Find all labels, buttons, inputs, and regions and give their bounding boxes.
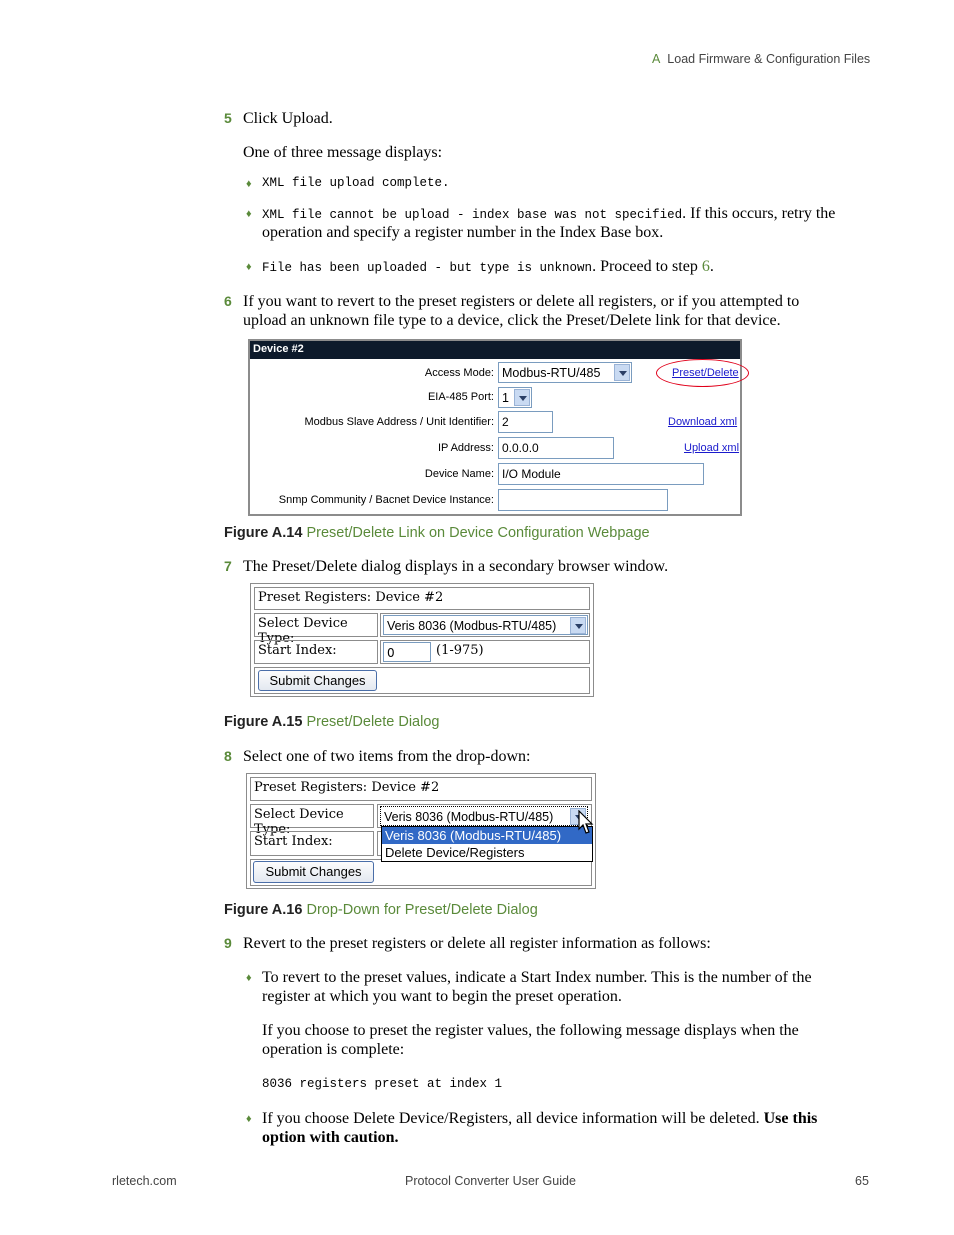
port-select[interactable]: 1 bbox=[498, 387, 532, 408]
message-index-base: XML file cannot be upload - index base was not specified. If this occurs, retry the bbox=[262, 205, 836, 222]
step-9-bullet-1-line-2: register at which you want to begin the preset operation. bbox=[262, 988, 622, 1005]
figure-14-caption: Figure A.14 Preset/Delete Link on Device Configuration Webpage bbox=[224, 525, 650, 541]
step-9-number: 9 bbox=[224, 935, 232, 951]
device-config-panel bbox=[248, 339, 742, 516]
preset-complete-message: 8036 registers preset at index 1 bbox=[262, 1077, 503, 1091]
ip-address-input[interactable]: 0.0.0.0 bbox=[498, 437, 614, 459]
step-8-text: Select one of two items from the drop-down: bbox=[243, 748, 531, 765]
dialog-title: Preset Registers: Device #2 bbox=[254, 587, 590, 610]
figure-16-caption: Figure A.16 Drop-Down for Preset/Delete Dialog bbox=[224, 902, 538, 918]
step-7-number: 7 bbox=[224, 558, 232, 574]
submit-changes-button[interactable]: Submit Changes bbox=[253, 861, 374, 883]
option-veris-8036[interactable]: Veris 8036 (Modbus-RTU/485) bbox=[382, 827, 592, 844]
mouse-pointer-icon bbox=[578, 810, 594, 836]
start-index-label: Start Index: bbox=[250, 831, 374, 856]
device-header: Device #2 bbox=[250, 341, 740, 359]
step-7-text: The Preset/Delete dialog displays in a secondary browser window. bbox=[243, 558, 669, 575]
access-mode-select[interactable]: Modbus-RTU/485 bbox=[498, 362, 632, 383]
step-9-para-line-2: operation is complete: bbox=[262, 1041, 405, 1058]
step-5-number: 5 bbox=[224, 110, 232, 126]
bullet-icon: ♦ bbox=[246, 208, 252, 220]
ip-address-label: IP Address: bbox=[437, 442, 494, 454]
bullet-icon: ♦ bbox=[246, 972, 252, 984]
start-index-cell bbox=[380, 640, 590, 664]
device-name-input[interactable]: I/O Module bbox=[498, 463, 704, 485]
chapter-title: Load Firmware & Configuration Files bbox=[667, 52, 871, 66]
running-header bbox=[652, 52, 870, 66]
preset-delete-link[interactable]: Preset/Delete bbox=[672, 367, 739, 379]
bullet-icon: ♦ bbox=[246, 261, 252, 273]
step-9-text: Revert to the preset registers or delete all register information as follows: bbox=[243, 935, 711, 952]
step-8-number: 8 bbox=[224, 748, 232, 764]
snmp-label: Snmp Community / Bacnet Device Instance: bbox=[278, 494, 494, 506]
upload-xml-link[interactable]: Upload xml bbox=[684, 442, 740, 454]
bullet-icon: ♦ bbox=[246, 1113, 252, 1125]
step-9-para-line-1: If you choose to preset the register values, the following message displays when the bbox=[262, 1022, 799, 1039]
dialog-title: Preset Registers: Device #2 bbox=[250, 777, 592, 801]
step-9-bullet-2-line-2: option with caution. bbox=[262, 1129, 399, 1146]
device-type-cell bbox=[380, 613, 590, 637]
step-5-text: Click Upload. bbox=[243, 110, 333, 127]
chevron-down-icon bbox=[570, 617, 586, 634]
chapter-letter: A bbox=[652, 52, 661, 66]
submit-changes-button[interactable]: Submit Changes bbox=[258, 670, 377, 691]
figure-15-caption: Figure A.15 Preset/Delete Dialog bbox=[224, 714, 440, 730]
device-type-label: Select Device Type: bbox=[254, 613, 378, 637]
slave-address-input[interactable]: 2 bbox=[498, 411, 553, 433]
step-5-para: One of three message displays: bbox=[243, 144, 443, 161]
message-type-unknown: File has been uploaded - but type is unknown. Proceed to step 6. bbox=[262, 258, 714, 275]
preset-dialog bbox=[250, 583, 594, 697]
download-xml-link[interactable]: Download xml bbox=[668, 416, 738, 428]
step-6-number: 6 bbox=[224, 293, 232, 309]
device-type-select[interactable]: Veris 8036 (Modbus-RTU/485) bbox=[383, 615, 588, 635]
snmp-input[interactable] bbox=[498, 489, 668, 511]
chevron-down-icon bbox=[514, 389, 530, 406]
option-delete-device[interactable]: Delete Device/Registers bbox=[385, 845, 525, 860]
message-index-base-cont: operation and specify a register number in the Index Base box. bbox=[262, 224, 664, 241]
start-index-input[interactable]: 0 bbox=[383, 642, 431, 662]
access-mode-label: Access Mode: bbox=[424, 367, 494, 379]
footer-title: Protocol Converter User Guide bbox=[405, 1174, 576, 1188]
page-number: 65 bbox=[855, 1174, 869, 1188]
device-name-label: Device Name: bbox=[424, 468, 494, 480]
footer-website: rletech.com bbox=[112, 1174, 177, 1188]
device-type-options bbox=[381, 826, 593, 862]
step-9-bullet-2-line-1: If you choose Delete Device/Registers, all device information will be deleted. Use this bbox=[262, 1110, 818, 1127]
start-index-label: Start Index: bbox=[254, 640, 378, 664]
slave-address-label: Modbus Slave Address / Unit Identifier: bbox=[304, 416, 494, 428]
device-type-select[interactable]: Veris 8036 (Modbus-RTU/485) bbox=[380, 806, 588, 826]
message-upload-complete: XML file upload complete. bbox=[262, 176, 450, 190]
step-6-link[interactable]: 6 bbox=[701, 258, 710, 275]
device-type-cell bbox=[377, 804, 592, 828]
bullet-icon: ♦ bbox=[246, 178, 252, 190]
step-9-bullet-1-line-1: To revert to the preset values, indicate a Start Index number. This is the number of the bbox=[262, 969, 812, 986]
step-6-text-1: If you want to revert to the preset registers or delete all registers, or if you attempted to bbox=[243, 293, 800, 310]
chevron-down-icon bbox=[614, 364, 630, 381]
port-label: EIA-485 Port: bbox=[427, 391, 494, 403]
step-6-text-2: upload an unknown file type to a device, click the Preset/Delete link for that device. bbox=[243, 312, 781, 329]
start-index-range: (1-975) bbox=[436, 643, 484, 658]
preset-dialog-dropdown bbox=[246, 773, 596, 889]
device-type-label: Select Device Type: bbox=[250, 804, 374, 828]
